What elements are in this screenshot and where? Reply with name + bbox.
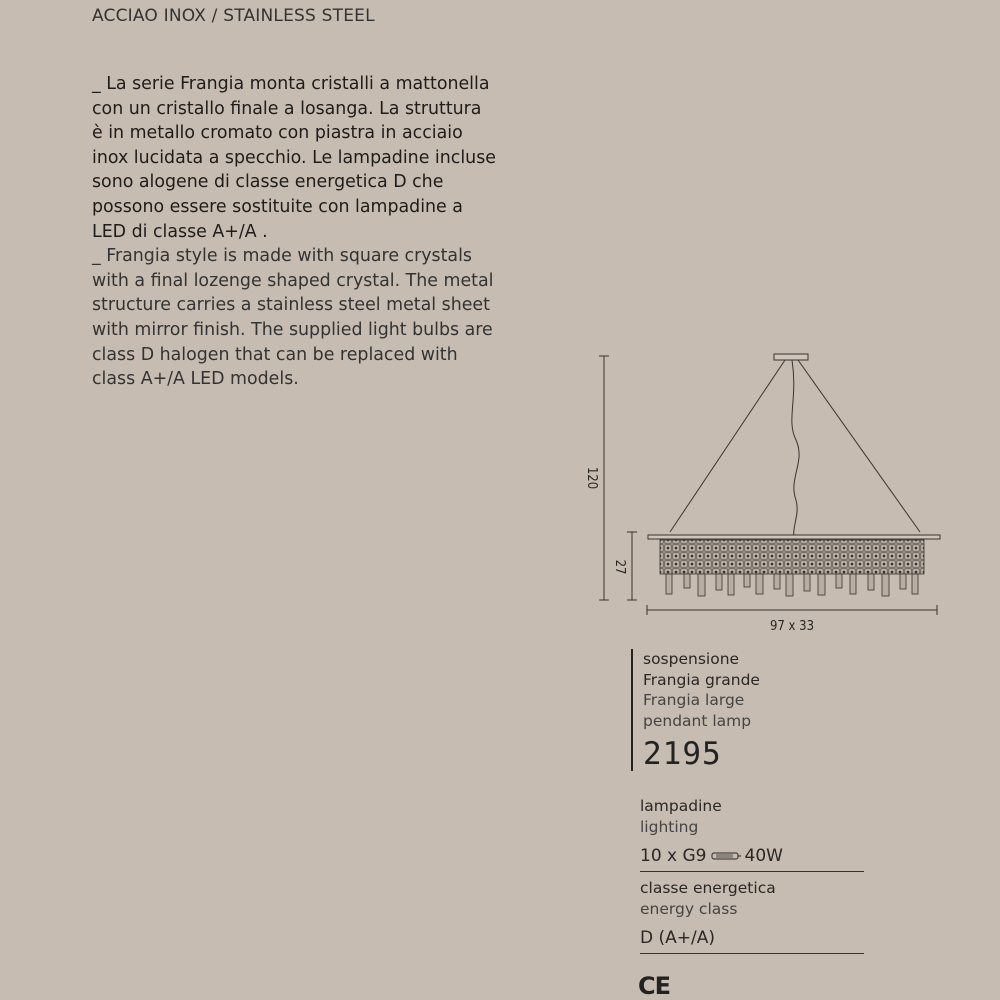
energy-label-it: classe energetica bbox=[640, 879, 776, 897]
desc-en-line: structure carries a stainless steel metal sheet bbox=[92, 295, 490, 316]
dimension-width-label: 97 x 33 bbox=[769, 619, 815, 634]
g9-bulb-icon bbox=[711, 851, 741, 861]
lamp-top-bar bbox=[648, 535, 940, 539]
description-english bbox=[92, 244, 532, 392]
product-code: 2195 bbox=[643, 736, 722, 772]
bulbs-label-it: lampadine bbox=[640, 797, 722, 815]
dimension-width bbox=[647, 605, 937, 615]
energy-value: D (A+/A) bbox=[640, 928, 715, 948]
dimension-total-height-label: 120 bbox=[584, 466, 599, 490]
desc-en-line: class A+/A LED models. bbox=[92, 369, 299, 390]
desc-it-line: con un cristallo finale a losanga. La struttura bbox=[92, 98, 482, 119]
dimension-total-height bbox=[599, 356, 609, 600]
spec-divider bbox=[640, 871, 864, 872]
bulbs-value bbox=[640, 845, 864, 867]
desc-it-line: sono alogene di classe energetica D che bbox=[92, 172, 444, 193]
desc-it-line: LED di classe A+/A . bbox=[92, 221, 268, 242]
spec-divider bbox=[640, 953, 864, 954]
product-name-it: Frangia grande bbox=[643, 670, 760, 689]
desc-en-line: _ Frangia style is made with square crystals bbox=[92, 246, 472, 267]
dimension-body-height bbox=[627, 532, 637, 600]
specifications bbox=[640, 796, 864, 960]
desc-en-line: with mirror finish. The supplied light bulbs are bbox=[92, 319, 493, 340]
bulbs-watt: 40W bbox=[744, 846, 783, 866]
desc-it-line: _ La serie Frangia monta cristalli a mattonella bbox=[92, 74, 490, 94]
energy-label-en: energy class bbox=[640, 899, 738, 918]
crystal-fringe bbox=[660, 540, 924, 574]
desc-it-line: è in metallo cromato con piastra in acciaio bbox=[92, 123, 463, 144]
bulbs-label-en: lighting bbox=[640, 817, 699, 836]
description bbox=[92, 72, 532, 392]
ceiling-canopy bbox=[774, 354, 808, 360]
suspension-cables bbox=[670, 360, 920, 540]
product-name-en: Frangia large bbox=[643, 691, 745, 709]
description-italian bbox=[92, 72, 532, 244]
ce-mark-icon: CE bbox=[638, 972, 671, 1000]
hanging-crystals bbox=[666, 574, 918, 596]
desc-en-line: with a final lozenge shaped crystal. The metal bbox=[92, 270, 494, 291]
lamp-technical-drawing bbox=[560, 330, 980, 640]
dimension-body-height-label: 27 bbox=[612, 559, 627, 575]
desc-it-line: inox lucidata a specchio. Le lampadine incluse bbox=[92, 147, 496, 168]
desc-it-line: possono essere sostituite con lampadine a bbox=[92, 196, 463, 217]
product-info bbox=[631, 649, 760, 771]
product-type-en: pendant lamp bbox=[643, 711, 752, 730]
product-category: sospensione bbox=[643, 650, 740, 668]
desc-en-line: class D halogen that can be replaced with bbox=[92, 344, 458, 365]
bulbs-qty-type: 10 x G9 bbox=[640, 846, 707, 866]
page-header: ACCIAO INOX / STAINLESS STEEL bbox=[92, 6, 375, 26]
